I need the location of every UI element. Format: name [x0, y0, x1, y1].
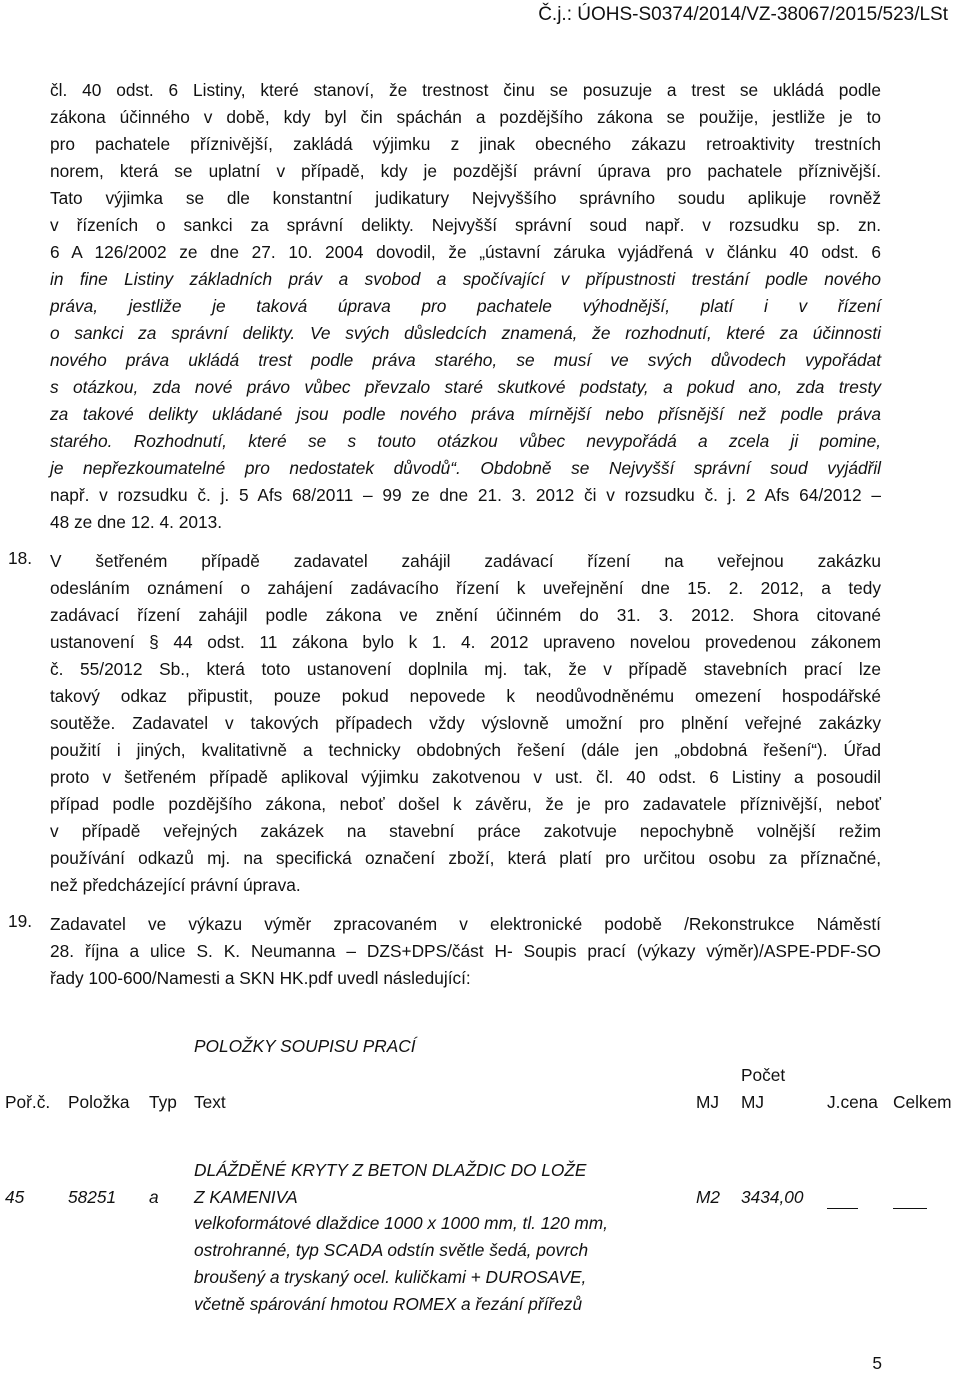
text-line: č. 55/2012 Sb., která toto ustanovení doplnila mj. tak, že v případě stavebních prací lze: [50, 659, 881, 679]
cell-text-line: broušený a tryskaný ocel. kuličkami + DUROSAVE,: [194, 1267, 587, 1287]
header-jcena: J.cena: [827, 1092, 878, 1112]
cell-polozka: 58251: [68, 1187, 117, 1207]
text-line: řady 100-600/Namesti a SKN HK.pdf uvedl následující:: [50, 968, 471, 988]
text-line: proto v šetřeném případě aplikoval výjimku zakotvenou v ust. čl. 40 odst. 6 Listiny a posoudil: [50, 767, 881, 787]
cell-text-line: ostrohranné, typ SCADA odstín světle šedá, povrch: [194, 1240, 589, 1260]
paragraph-number: 19.: [8, 911, 33, 931]
cell-text-line: včetně spárování hmotou ROMEX a řezání přířezů: [194, 1294, 583, 1314]
header-mj: MJ: [696, 1092, 720, 1112]
header-por: Poř.č.: [5, 1092, 51, 1112]
text-line: norem, která se uplatní v případě, kdy je pozdější právní úprava pro pachatele příznivější.: [50, 161, 881, 181]
text-line: ustanovení § 44 odst. 11 zákona bylo k 1. 4. 2012 upraveno novelou provedenou zákonem: [50, 632, 881, 652]
text-line: takový odkaz připustit, pouze pokud nepovede k neodůvodněnému omezení hospodářské: [50, 686, 881, 706]
text-line: v řízeních o sankci za správní delikty. Nejvyšší správní soud např. v rozsudku sp. zn.: [50, 215, 881, 235]
text-line: čl. 40 odst. 6 Listiny, které stanoví, že trestnost činu se posuzuje a trest se ukládá podle: [50, 80, 881, 100]
text-line: např. v rozsudku č. j. 5 Afs 68/2011 – 99 ze dne 21. 3. 2012 či v rozsudku č. j. 2 Afs 64/2012 –: [50, 485, 881, 505]
text-line: zákona účinného v době, kdy byl čin spáchán a pozdějšího zákona se použije, jestliže je to: [50, 107, 881, 127]
text-line: in fine Listiny základních práv a svobod a spočívající v přípustnosti trestání podle nového: [50, 269, 881, 289]
cell-mj: M2: [696, 1187, 721, 1207]
text-line: pro pachatele příznivější, zakládá výjimku z jinak obecného zákazu retroaktivity trestních: [50, 134, 881, 154]
text-line: než předcházející právní úprava.: [50, 875, 301, 895]
cell-text-line: velkoformátové dlaždice 1000 x 1000 mm, tl. 120 mm,: [194, 1213, 608, 1233]
cell-jcena-blank: [827, 1208, 858, 1209]
text-line: v případě veřejných zakázek na stavební práce zakotvuje nepochybně volnější režim: [50, 821, 881, 841]
text-line: případ podle pozdějšího zákona, neboť došel k závěru, že je pro zadavatele příznivější, neboť: [50, 794, 881, 814]
text-line: používání odkazů mj. na specifická označení zboží, která platí pro určitou osobu za příznačné,: [50, 848, 881, 868]
header-text: Text: [194, 1092, 226, 1112]
text-line: nového práva ukládá trest podle práva starého, se musí ve svých důvodech vypořádat: [50, 350, 881, 370]
text-line: 28. října a ulice S. K. Neumanna – DZS+DPS/část H- Soupis prací (výkazy výměr)/ASPE-PDF-SO: [50, 941, 881, 961]
text-line: práva, jestliže je taková úprava pro pachatele výhodnější, platí i v řízení: [50, 296, 881, 316]
header-typ: Typ: [149, 1092, 177, 1112]
cell-pocet: 3434,00: [741, 1187, 804, 1207]
text-line: je nepřezkoumatelné pro nedostatek důvodů“. Obdobně se Nejvyšší správní soud vyjádřil: [50, 458, 881, 478]
cell-text-line: Z KAMENIVA: [194, 1187, 298, 1207]
cell-typ: a: [149, 1187, 159, 1207]
text-line: 48 ze dne 12. 4. 2013.: [50, 512, 222, 532]
text-line: odesláním oznámení o zahájení zadávacího řízení k uveřejnění dne 15. 2. 2012, a tedy: [50, 578, 881, 598]
page-number: 5: [872, 1353, 882, 1373]
text-line: s otázkou, zda nové právo vůbec převzalo staré skutkové podstaty, a pokud ano, zda tresty: [50, 377, 881, 397]
cell-celkem-blank: [893, 1208, 927, 1209]
text-line: za takové delikty ukládané jsou podle nového práva mírnější nebo přísnější než podle práva: [50, 404, 881, 424]
cell-text-line: DLÁŽDĚNÉ KRYTY Z BETON DLAŽDIC DO LOŽE: [194, 1160, 587, 1180]
text-line: 6 A 126/2002 ze dne 27. 10. 2004 dovodil, že „ústavní záruka vyjádřená v článku 40 odst. 6: [50, 242, 881, 262]
header-celkem: Celkem: [893, 1092, 952, 1112]
text-line: použití i jiných, kvalitativně a technicky obdobných řešení (dále jen „obdobná řešení“). Úřad: [50, 740, 881, 760]
text-line: soutěže. Zadavatel v takových případech vždy výslovně umožní pro plnění veřejné zakázky: [50, 713, 881, 733]
text-line: starého. Rozhodnutí, které se s touto otázkou vůbec nevypořádá a zcela ji pomine,: [50, 431, 881, 451]
header-pocet: Počet: [741, 1065, 786, 1085]
document-reference: Č.j.: ÚOHS-S0374/2014/VZ-38067/2015/523/LSt: [538, 4, 948, 25]
text-line: Zadavatel ve výkazu výměr zpracovaném v elektronické podobě /Rekonstrukce Náměstí: [50, 914, 881, 934]
header-polozka: Položka: [68, 1092, 130, 1112]
text-line: zadávací řízení zahájil podle zákona ve znění účinném do 31. 3. 2012. Shora citované: [50, 605, 881, 625]
paragraph-number: 18.: [8, 548, 33, 568]
text-line: Tato výjimka se dle konstantní judikatury Nejvyššího správního soudu aplikuje rovněž: [50, 188, 881, 208]
text-line: o sankci za správní delikty. Ve svých důsledcích znamená, že rozhodnutí, které za účinnosti: [50, 323, 881, 343]
text-line: V šetřeném případě zadavatel zahájil zadávací řízení na veřejnou zakázku: [50, 551, 881, 571]
table-section-title: POLOŽKY SOUPISU PRACÍ: [194, 1036, 416, 1056]
cell-por: 45: [5, 1187, 25, 1207]
header-pocet-mj: MJ: [741, 1092, 765, 1112]
